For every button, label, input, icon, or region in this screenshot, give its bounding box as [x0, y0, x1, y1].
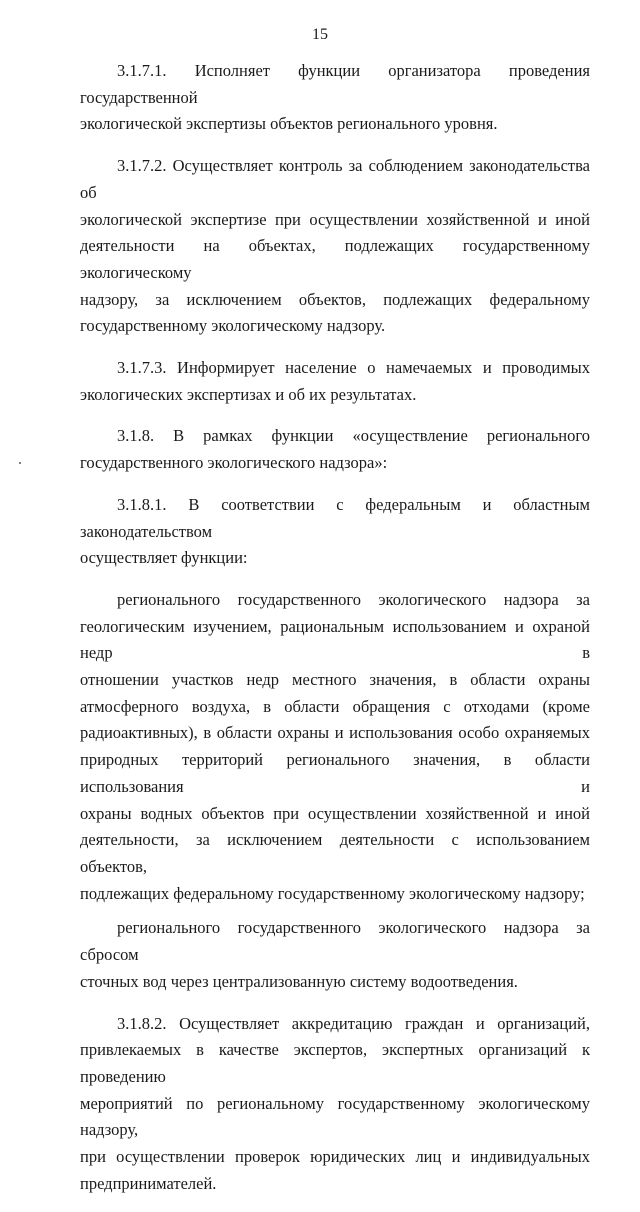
text-line: привлекаемых в качестве экспертов, экспертных организаций к проведению [80, 1040, 590, 1086]
text-line: при осуществлении проверок юридических лиц и индивидуальных [80, 1147, 590, 1167]
margin-mark [19, 462, 21, 464]
paragraph-3-1-7-2 [80, 153, 590, 340]
text-line: деятельности, за исключением деятельности с использованием объектов, [80, 830, 590, 876]
text-line: природных территорий регионального значения, в области использования и [80, 750, 590, 796]
page-number: 15 [312, 26, 328, 43]
text-line: регионального государственного экологического надзора за [117, 589, 590, 609]
text-line: предпринимателей. [80, 1173, 217, 1193]
text-line: геологическим изучением, рациональным использованием и охраной недр в [80, 616, 590, 663]
text-line: мероприятий по региональному государственному экологическому надзору, [80, 1093, 590, 1140]
text-line: 3.1.8.2. Осуществляет аккредитацию граждан и организаций, [117, 1013, 590, 1033]
text-line: подлежащих федеральному государственному экологическому надзору; [80, 883, 585, 903]
paragraph-3-1-8-1 [80, 492, 590, 572]
text-line: отношении участков недр местного значения, в области охраны [80, 670, 590, 690]
text-line: радиоактивных), в области охраны и использования особо охраняемых [80, 723, 590, 743]
text-line: деятельности на объектах, подлежащих государственному экологическому [80, 236, 590, 282]
text-line: 3.1.7.2. Осуществляет контроль за соблюдением законодательства об [80, 156, 590, 202]
text-line: регионального государственного экологического надзора за сбросом [80, 918, 590, 965]
paragraph-3-1-8-2 [80, 1011, 590, 1198]
text-line: атмосферного воздуха, в области обращения с отходами (кроме [80, 696, 590, 716]
text-line: государственного экологического надзора»: [80, 453, 388, 473]
text-line: 3.1.7.3. Информирует население о намечаемых и проводимых [117, 358, 590, 378]
paragraph-3-1-7-3 [80, 355, 590, 408]
text-line: экологической экспертизе при осуществлении хозяйственной и иной [80, 209, 590, 229]
text-line: экологических экспертизах и об их результатах. [80, 384, 417, 404]
text-line: охраны водных объектов при осуществлении хозяйственной и иной [80, 803, 590, 823]
text-line: экологической экспертизы объектов регионального уровня. [80, 114, 498, 134]
text-line: сточных вод через централизованную систему водоотведения. [80, 971, 518, 991]
text-line: государственному экологическому надзору. [80, 316, 386, 336]
document-body [80, 58, 590, 1212]
text-line: 3.1.8.1. В соответствии с федеральным и областным законодательством [80, 494, 590, 541]
text-line: надзору, за исключением объектов, подлежащих федеральному [80, 289, 590, 309]
paragraph-3-1-7-1 [80, 58, 590, 138]
paragraph-3-1-8 [80, 423, 590, 476]
text-line: 3.1.8. В рамках функции «осуществление регионального [117, 426, 590, 446]
paragraph-nadzor-nedra [80, 587, 590, 907]
text-line: осуществляет функции: [80, 548, 248, 568]
text-line: 3.1.7.1. Исполняет функции организатора проведения государственной [80, 61, 590, 107]
paragraph-nadzor-stoki [80, 915, 590, 995]
